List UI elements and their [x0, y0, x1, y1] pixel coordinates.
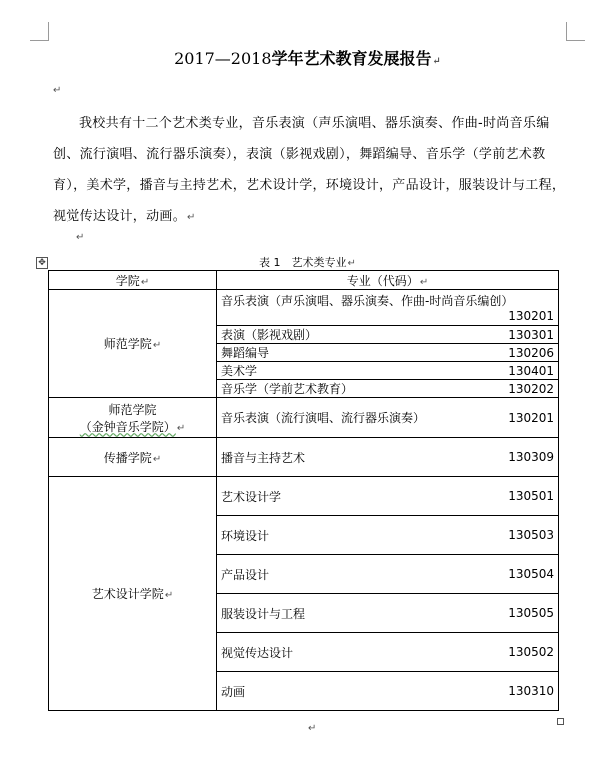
header-major: 专业（代码）↵ — [217, 271, 559, 290]
major-cell — [217, 633, 559, 672]
major-name: 音乐表演（声乐演唱、器乐演奏、作曲-时尚音乐编创） — [221, 294, 514, 308]
major-name: 舞蹈编导 — [221, 346, 270, 360]
major-code: 130202 — [508, 381, 554, 396]
major-cell — [217, 290, 559, 326]
major-cell — [217, 672, 559, 711]
major-code: 130201 — [508, 309, 554, 323]
major-cell — [217, 477, 559, 516]
table-caption — [0, 256, 615, 271]
major-code: 130502 — [508, 645, 554, 659]
major-code: 130201 — [508, 410, 554, 425]
major-cell — [217, 438, 559, 477]
major-code: 130301 — [508, 327, 554, 342]
major-name: 艺术设计学 — [221, 489, 282, 504]
college-cell — [49, 477, 217, 711]
college-name: 师范学院 — [103, 337, 152, 351]
paragraph-mark-icon: ↵ — [432, 56, 441, 67]
major-cell — [217, 326, 559, 344]
major-code: 130503 — [508, 528, 554, 542]
major-cell — [217, 344, 559, 362]
major-name: 视觉传达设计 — [221, 645, 294, 660]
major-name: 播音与主持艺术 — [221, 450, 306, 465]
major-name: 表演（影视戏剧） — [221, 328, 318, 342]
major-cell — [217, 380, 559, 398]
major-name: 动画 — [221, 684, 246, 699]
major-name: 环境设计 — [221, 528, 270, 543]
crop-mark-top-right-icon — [566, 22, 585, 41]
major-cell — [217, 516, 559, 555]
table-row — [49, 477, 559, 516]
title-text: 学年艺术教育发展报告 — [271, 49, 432, 68]
table-caption-text: 表 1 艺术类专业 — [259, 256, 347, 269]
major-name: 音乐表演（流行演唱、流行器乐演奏） — [221, 411, 426, 425]
paragraph-mark-icon: ↵ — [152, 340, 162, 351]
paragraph-mark-icon: ↵ — [152, 453, 162, 465]
table-resize-handle-icon[interactable] — [557, 718, 564, 725]
major-code: 130206 — [508, 345, 554, 360]
college-name: 师范学院 — [108, 402, 157, 417]
major-code: 130310 — [508, 684, 554, 698]
table-move-handle-icon[interactable]: ✥ — [36, 257, 48, 269]
crop-mark-top-left-icon — [30, 22, 49, 41]
paragraph-mark-icon: ↵ — [53, 85, 62, 96]
paragraph-mark-icon: ↵ — [164, 590, 174, 601]
paragraph-mark-icon: ↵ — [347, 258, 356, 269]
major-code: 130504 — [508, 567, 554, 581]
paragraph-mark-icon: ↵ — [176, 422, 186, 434]
intro-paragraph-text: 我校共有十二个艺术类专业，音乐表演（声乐演唱、器乐演奏、作曲-时尚音乐编创、流行演唱、流行器乐演奏），表演（影视戏剧），舞蹈编导、音乐学（学前艺术教育），美术学，播音与主持艺术，艺术设计学，环境设计，产品设计，服装设计与工程，视觉传达设计，动画。 — [53, 116, 566, 224]
major-name: 音乐学（学前艺术教育） — [221, 382, 354, 396]
table-row — [49, 438, 559, 477]
major-code: 130401 — [508, 363, 554, 378]
major-cell — [217, 594, 559, 633]
paragraph-mark-icon: ↵ — [187, 212, 196, 223]
major-name: 产品设计 — [221, 567, 270, 582]
college-cell — [49, 398, 217, 438]
major-code: 130505 — [508, 606, 554, 620]
major-cell — [217, 362, 559, 380]
header-college: 学院↵ — [49, 271, 217, 290]
document-title — [0, 49, 615, 72]
major-name: 服装设计与工程 — [221, 606, 306, 621]
table-row — [49, 398, 559, 438]
paragraph-mark-icon: ↵ — [76, 232, 85, 243]
major-code: 130309 — [508, 450, 554, 464]
major-code: 130501 — [508, 489, 554, 503]
major-name: 美术学 — [221, 364, 258, 378]
college-name: 传播学院 — [103, 450, 152, 465]
college-cell — [49, 438, 217, 477]
major-cell — [217, 555, 559, 594]
college-subname: （金钟音乐学院） — [79, 419, 176, 434]
table-header-row — [49, 271, 559, 290]
college-name: 艺术设计学院 — [91, 587, 164, 601]
major-cell — [217, 398, 559, 438]
paragraph-mark-icon: ↵ — [308, 723, 317, 734]
title-year: 2017—2018 — [174, 49, 272, 68]
college-cell — [49, 290, 217, 398]
table-row — [49, 290, 559, 326]
intro-paragraph — [53, 108, 573, 233]
majors-table — [48, 270, 559, 711]
